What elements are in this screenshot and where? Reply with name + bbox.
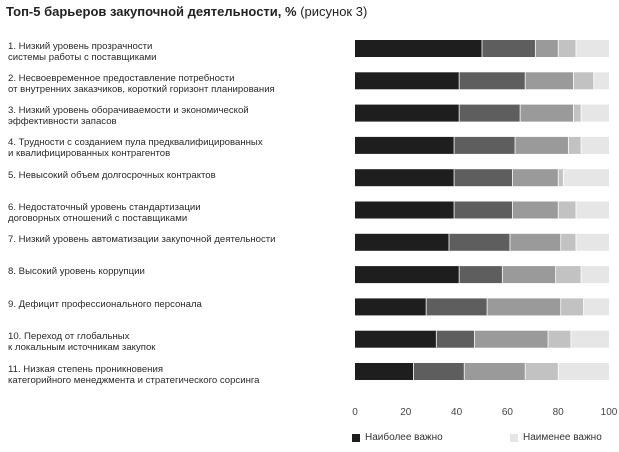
bar-segment-1-1 [355, 40, 482, 57]
category-label-9: 9. Дефицит профессионального персонала [8, 299, 202, 310]
bar-segment-5-1 [355, 169, 454, 186]
legend-swatch-most [352, 434, 360, 442]
bar-segment-10-2 [436, 331, 474, 348]
bar-segment-10-1 [355, 331, 436, 348]
bar-segment-6-4 [558, 202, 576, 219]
bar-segment-10-4 [548, 331, 571, 348]
bar-segment-8-2 [459, 266, 502, 283]
bar-segment-2-3 [525, 72, 573, 89]
legend-label-least: Наименее важно [523, 432, 602, 443]
bar-segment-3-4 [573, 105, 581, 122]
bar-segment-8-5 [581, 266, 609, 283]
category-label-5: 5. Невысокий объем долгосрочных контрактов [8, 170, 216, 181]
bar-segment-6-3 [512, 202, 558, 219]
bar-segment-7-1 [355, 234, 449, 251]
x-tick-label-20: 20 [400, 407, 412, 418]
chart-title-main: Топ-5 барьеров закупочной деятельности, % [6, 4, 297, 19]
bar-segment-1-3 [535, 40, 558, 57]
category-label-10: 10. Переход от глобальных к локальным источникам закупок [8, 331, 156, 353]
bar-segment-9-4 [561, 298, 584, 315]
bar-segment-6-1 [355, 202, 454, 219]
bar-segment-1-5 [576, 40, 609, 57]
category-label-2: 2. Несвоевременное предоставление потребности от внутренних заказчиков, короткий горизонт планирования [8, 73, 275, 95]
bar-segment-9-2 [426, 298, 487, 315]
bar-segment-7-3 [510, 234, 561, 251]
category-label-6: 6. Недостаточный уровень стандартизации договорных отношений с поставщиками [8, 202, 201, 224]
bar-segment-3-2 [459, 105, 520, 122]
x-tick-label-0: 0 [352, 407, 358, 418]
x-tick-label-40: 40 [451, 407, 463, 418]
bar-segment-4-5 [581, 137, 609, 154]
bar-segment-11-3 [464, 363, 525, 380]
bar-segment-2-2 [459, 72, 525, 89]
bar-segment-9-1 [355, 298, 426, 315]
bar-segment-10-3 [474, 331, 548, 348]
bar-segment-3-5 [581, 105, 609, 122]
bar-segment-4-2 [454, 137, 515, 154]
bar-segment-2-4 [573, 72, 593, 89]
bar-segment-7-2 [449, 234, 510, 251]
bar-segment-9-3 [487, 298, 561, 315]
bar-segment-11-1 [355, 363, 413, 380]
bar-segment-5-5 [563, 169, 609, 186]
legend-least-important [510, 432, 602, 443]
chart-title-note: (рисунок 3) [300, 4, 368, 19]
bar-segment-2-5 [594, 72, 609, 89]
bar-segment-8-4 [556, 266, 581, 283]
category-label-1: 1. Низкий уровень прозрачности системы работы с поставщиками [8, 41, 157, 63]
bar-segment-10-5 [571, 331, 609, 348]
bar-segment-9-5 [584, 298, 609, 315]
bar-segment-4-4 [568, 137, 581, 154]
bar-segment-6-2 [454, 202, 512, 219]
bar-segment-8-1 [355, 266, 459, 283]
bar-segment-3-3 [520, 105, 573, 122]
category-label-3: 3. Низкий уровень оборачиваемости и экономической эффективности запасов [8, 105, 249, 127]
bar-segment-3-1 [355, 105, 459, 122]
x-tick-label-60: 60 [501, 407, 513, 418]
bar-segment-11-4 [525, 363, 558, 380]
legend-most-important [352, 432, 443, 443]
legend-label-most: Наиболее важно [365, 432, 443, 443]
x-tick-label-80: 80 [552, 407, 564, 418]
bar-segment-5-3 [512, 169, 558, 186]
legend-swatch-least [510, 434, 518, 442]
bar-segment-2-1 [355, 72, 459, 89]
category-label-7: 7. Низкий уровень автоматизации закупочной деятельности [8, 234, 276, 245]
category-label-8: 8. Высокий уровень коррупции [8, 266, 145, 277]
category-label-11: 11. Низкая степень проникновения категорийного менеджмента и стратегического сорсинга [8, 364, 260, 386]
bar-segment-4-3 [515, 137, 568, 154]
bar-segment-1-2 [482, 40, 535, 57]
category-label-4: 4. Трудности с созданием пула предквалифицированных и квалифицированных контрагентов [8, 137, 263, 159]
bar-segment-7-4 [561, 234, 576, 251]
bar-segment-11-2 [413, 363, 464, 380]
bar-segment-8-3 [502, 266, 555, 283]
bar-segment-4-1 [355, 137, 454, 154]
bar-segment-6-5 [576, 202, 609, 219]
bar-segment-1-4 [558, 40, 576, 57]
bar-segment-7-5 [576, 234, 609, 251]
bar-segment-5-2 [454, 169, 512, 186]
x-tick-label-100: 100 [600, 407, 618, 418]
bar-segment-11-5 [558, 363, 609, 380]
bar-segment-5-4 [558, 169, 563, 186]
